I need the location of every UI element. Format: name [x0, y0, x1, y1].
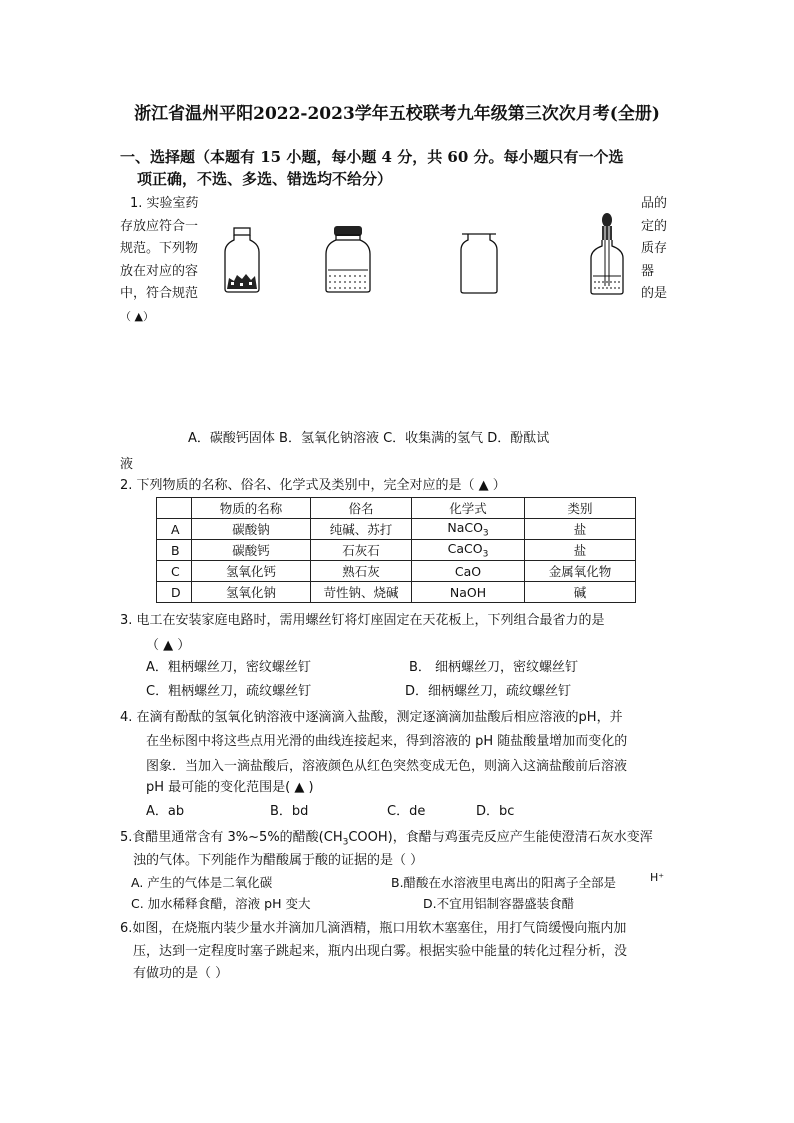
formula-text: CaCO: [447, 540, 483, 556]
table-row: [157, 540, 636, 561]
q4-stem-line4: pH 最可能的变化范围是( ▲ ): [146, 780, 314, 795]
page-title: 浙江省温州平阳2022-2023学年五校联考九年级第三次次月考(全册): [134, 104, 660, 124]
section-header-line1: 一、选择题（本题有 15 小题，每小题 4 分，共 60 分。每小题只有一个选: [120, 148, 624, 166]
q5-option-a: A. 产生的气体是二氧化碳: [131, 875, 273, 890]
q3-option-d: D．细柄螺丝刀，疏纹螺丝钉: [405, 684, 572, 699]
reagent-bottle-icon: [324, 224, 372, 294]
table-cell: 熟石灰: [311, 561, 412, 582]
wide-mouth-bottle-icon: [222, 226, 262, 294]
formula-subscript: 3: [482, 549, 489, 560]
q1-stem-line: 定的: [641, 218, 668, 234]
table-cell: 盐: [525, 540, 636, 561]
table-cell: 氢氧化钠: [192, 582, 311, 603]
q4-stem-line1: 4. 在滴有酚酞的氢氧化钠溶液中逐滴滴入盐酸，测定逐滴滴加盐酸后相应溶液的pH，并: [120, 710, 623, 725]
q4-option-a: A．ab: [146, 804, 185, 819]
q6-stem-line1: 6.如图，在烧瓶内装少量水并滴加几滴酒精，瓶口用软木塞塞住，用打气筒缓慢向瓶内加: [120, 921, 627, 936]
q1-stem-line: 品的: [641, 196, 668, 211]
q5-option-c: C. 加水稀释食醋，溶液 pH 变大: [131, 896, 311, 911]
table-header-cell: 化学式: [412, 498, 525, 519]
dropper-bottle-icon: [589, 212, 625, 296]
row-label: C: [157, 561, 192, 582]
q1-options: A．碳酸钙固体 B．氢氧化钠溶液 C．收集满的氢气 D．酚酞试: [188, 431, 550, 446]
table-cell-formula: [412, 561, 525, 582]
q5-option-b-ion: H⁺: [650, 871, 665, 884]
table-cell-formula: [412, 519, 525, 540]
q3-mark: （ ▲ ）: [146, 638, 191, 653]
table-cell: 金属氧化物: [525, 561, 636, 582]
row-label: A: [157, 519, 192, 540]
q2-table: [156, 497, 636, 603]
q5-stem-text: 5.食醋里通常含有 3%~5%的醋酸(CH: [120, 830, 343, 845]
q6-stem-line3: 有做功的是（ ）: [133, 966, 229, 981]
formula-subscript: 3: [342, 837, 349, 848]
q4-option-c: C．de: [387, 804, 426, 819]
q1-stem-line: 质存: [641, 241, 668, 256]
formula-subscript: 3: [482, 528, 489, 539]
formula-text: NaCO: [447, 519, 483, 535]
q3-option-b: B． 细柄螺丝刀，密纹螺丝钉: [409, 660, 579, 675]
gas-bottle-icon: [458, 232, 500, 294]
table-cell: 氢氧化钙: [192, 561, 311, 582]
q4-stem-line3: 图象．当加入一滴盐酸后，溶液颜色从红色突然变成无色，则滴入这滴盐酸前后溶液: [146, 759, 628, 774]
q4-option-d: D．bc: [476, 804, 515, 819]
q5-stem-text: COOH)，食醋与鸡蛋壳反应产生能使澄清石灰水变浑: [348, 830, 653, 845]
table-cell-formula: [412, 582, 525, 603]
table-header-row: [157, 498, 636, 519]
q5-stem-line2: 浊的气体。下列能作为醋酸属于酸的证据的是（ ）: [133, 853, 424, 868]
q1-stem-line: 放在对应的容: [120, 263, 199, 279]
q1-stem-line: 规范。下列物: [120, 241, 199, 256]
section-header-line2: 项正确，不选、多选、错选均不给分）: [137, 170, 393, 188]
q5-stem-line1: [120, 826, 653, 848]
table-row: [157, 519, 636, 540]
table-header-cell: 俗名: [311, 498, 412, 519]
table-cell: 碳酸钙: [192, 540, 311, 561]
formula-text: CaO: [454, 563, 482, 579]
q4-stem-line2: 在坐标图中将这些点用光滑的曲线连接起来，得到溶液的 pH 随盐酸量增加而变化的: [146, 734, 628, 749]
row-label: B: [157, 540, 192, 561]
q2-stem: 2. 下列物质的名称、俗名、化学式及类别中，完全对应的是（ ▲ ）: [120, 478, 506, 493]
q3-stem: 3. 电工在安装家庭电路时，需用螺丝钉将灯座固定在天花板上，下列组合最省力的是: [120, 613, 605, 628]
section-header: [120, 146, 624, 190]
q1-stem-line: 器: [641, 263, 655, 279]
table-cell: 石灰石: [311, 540, 412, 561]
formula-text: NaOH: [449, 584, 487, 600]
table-header-cell: 物质的名称: [192, 498, 311, 519]
q1-stem-line: 1. 实验室药: [130, 196, 199, 211]
q4-option-b: B．bd: [270, 804, 309, 819]
row-label: D: [157, 582, 192, 603]
table-cell-formula: [412, 540, 525, 561]
q1-stem-line: 的是: [641, 286, 668, 301]
table-cell: 碳酸钠: [192, 519, 311, 540]
q3-option-c: C．粗柄螺丝刀，疏纹螺丝钉: [146, 684, 312, 699]
q1-stem-line: 存放应符合一: [120, 218, 199, 234]
q1-options-cont: 液: [120, 457, 134, 472]
q5-option-b: B.醋酸在水溶液里电离出的阳离子全部是: [391, 875, 617, 890]
table-cell: 碱: [525, 582, 636, 603]
table-cell: 苛性钠、烧碱: [311, 582, 412, 603]
q6-stem-line2: 压，达到一定程度时塞子跳起来，瓶内出现白雾。根据实验中能量的转化过程分析，没: [133, 944, 628, 959]
q1-stem-left: [120, 193, 212, 328]
q5-option-d: D.不宜用铝制容器盛装食醋: [423, 896, 575, 911]
table-row: [157, 582, 636, 603]
q3-option-a: A．粗柄螺丝刀，密纹螺丝钉: [146, 660, 311, 675]
table-cell: 盐: [525, 519, 636, 540]
table-header-cell: 类别: [525, 498, 636, 519]
table-header-cell: [157, 498, 192, 519]
q1-stem-line: 中，符合规范: [120, 286, 199, 301]
q1-stem-line: （ ▲）: [120, 309, 154, 323]
q1-stem-right: [641, 193, 677, 306]
table-cell: 纯碱、苏打: [311, 519, 412, 540]
table-row: [157, 561, 636, 582]
